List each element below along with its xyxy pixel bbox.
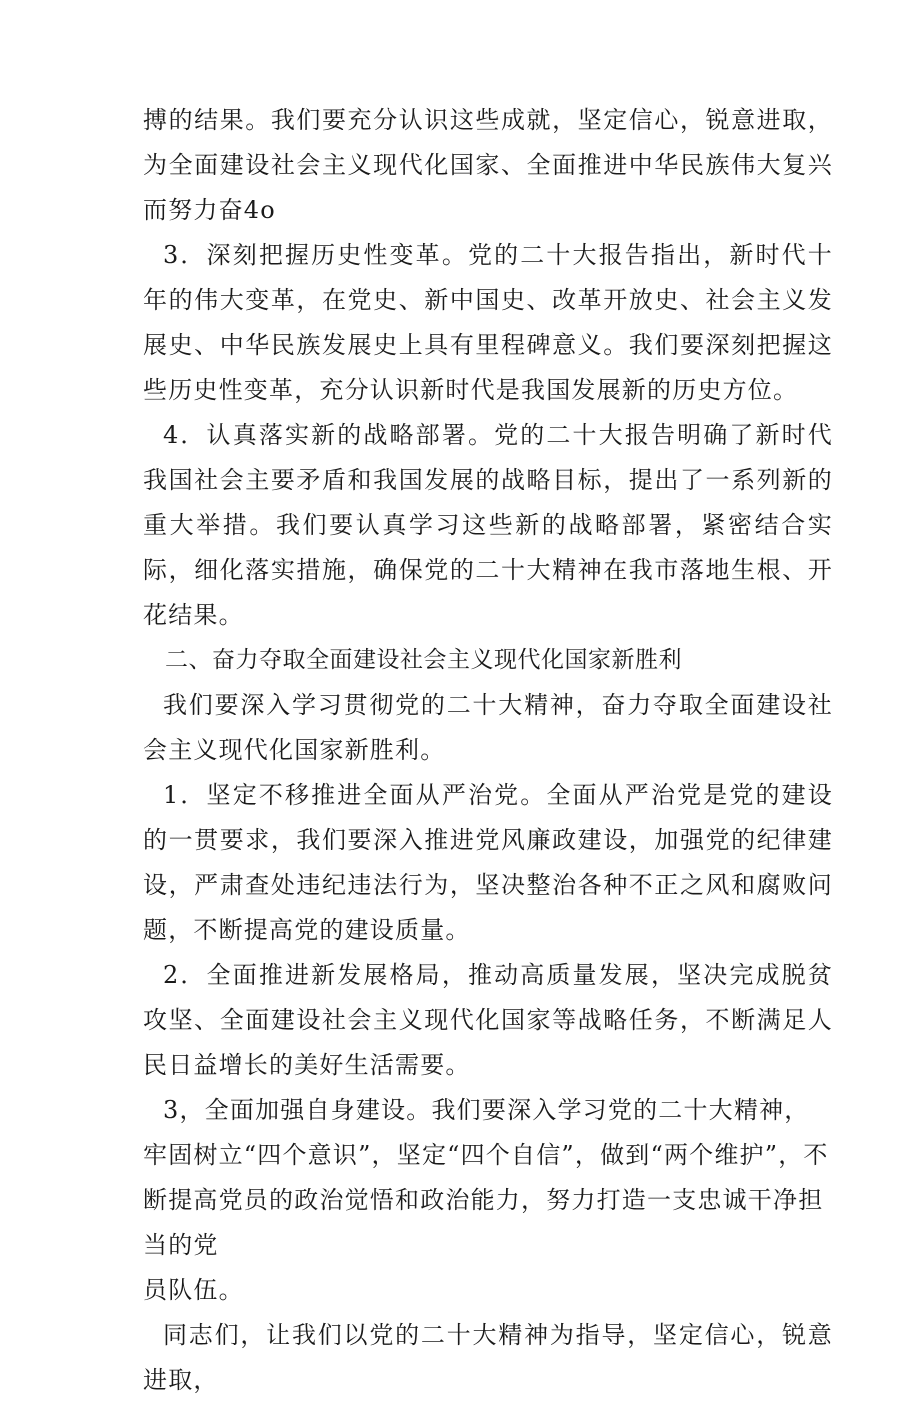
paragraph-point-3-self-building: 3，全面加强自身建设。我们要深入学习党的二十大精神，牢固树立“四个意识”，坚定“四个自信”，做到“两个维护”，不断提高党员的政治觉悟和政治能力，努力打造一支忠诚干净担当的党	[143, 1096, 829, 1259]
paragraph-intro-continuation: 搏的结果。我们要充分认识这些成就，坚定信心，锐意进取，为全面建设社会主义现代化国家、全面推进中华民族伟大复兴而努力奋4o	[143, 106, 833, 224]
paragraph-point-1-party: 1．坚定不移推进全面从严治党。全面从严治党是党的建设的一贯要求，我们要深入推进党风廉政建设，加强党的纪律建设，严肃查处违纪违法行为，坚决整治各种不正之风和腐败问题，不断提高党的建设质量。	[143, 781, 833, 944]
paragraph-point-4-strategy: 4．认真落实新的战略部署。党的二十大报告明确了新时代我国社会主要矛盾和我国发展的战略目标，提出了一系列新的重大举措。我们要认真学习这些新的战略部署，紧密结合实际，细化落实措施，确保党的二十大精神在我市落地生根、开花结果。	[143, 421, 833, 629]
document-body	[143, 98, 833, 1403]
paragraph-point-3-tail: 员队伍。	[143, 1276, 244, 1304]
paragraph-point-3-history: 3．深刻把握历史性变革。党的二十大报告指出，新时代十年的伟大变革，在党史、新中国史、改革开放史、社会主义发展史、中华民族发展史上具有里程碑意义。我们要深刻把握这些历史性变革，充分认识新时代是我国发展新的历史方位。	[143, 241, 833, 404]
paragraph-section-2-intro: 我们要深入学习贯彻党的二十大精神，奋力夺取全面建设社会主义现代化国家新胜利。	[143, 691, 833, 764]
paragraph-point-2-development: 2．全面推进新发展格局，推动高质量发展，坚决完成脱贫攻坚、全面建设社会主义现代化国家等战略任务，不断满足人民日益增长的美好生活需要。	[143, 961, 833, 1079]
section-heading-2: 二、奋力夺取全面建设社会主义现代化国家新胜利	[165, 647, 682, 673]
paragraph-closing: 同志们，让我们以党的二十大精神为指导，坚定信心，锐意进取，	[143, 1321, 833, 1394]
